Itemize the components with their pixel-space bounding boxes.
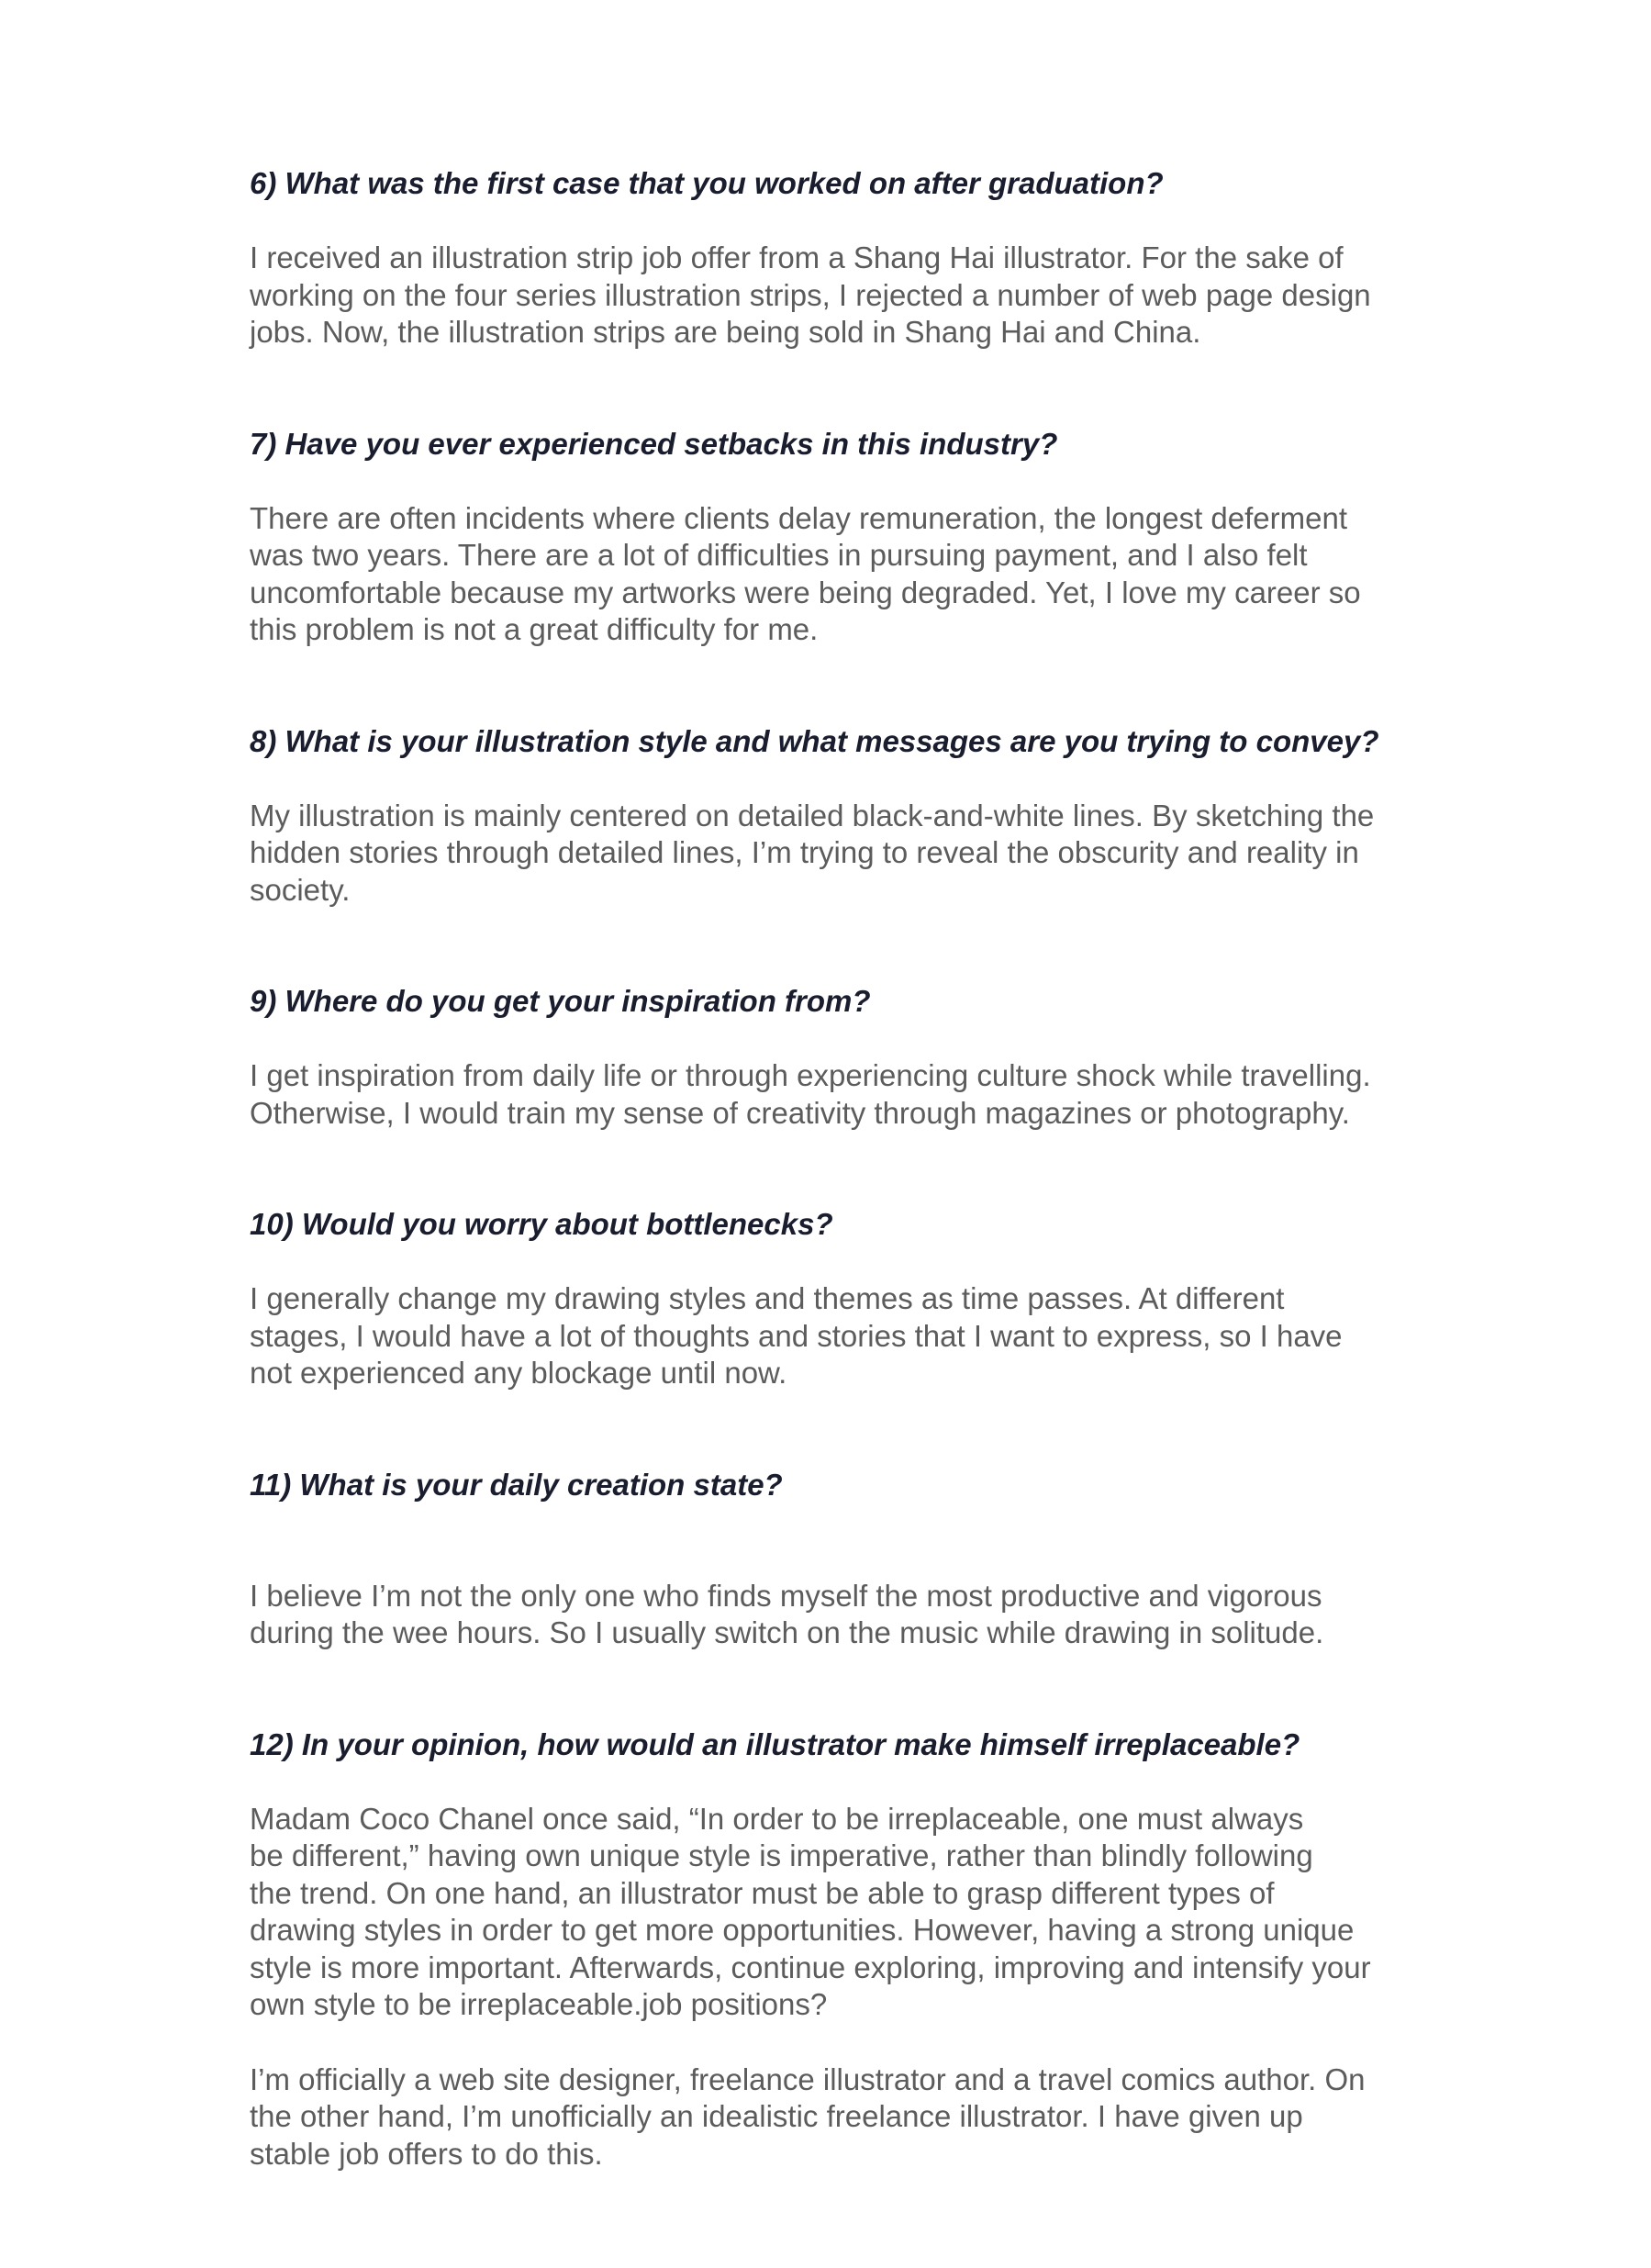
answer-paragraph: [250, 1578, 1443, 1652]
answer-paragraph-extra: [250, 2061, 1443, 2173]
answer-line: not experienced any blockage until now.: [250, 1356, 787, 1390]
answer-line: this problem is not a great difficulty for me.: [250, 612, 819, 646]
answer-line: I received an illustration strip job offer from a Shang Hai illustrator. For the sake of: [250, 240, 1344, 274]
answer-paragraph: [250, 240, 1443, 352]
qa-item-7: [250, 426, 1443, 649]
question-heading: 7) Have you ever experienced setbacks in this industry?: [250, 426, 1058, 461]
answer-line: style is more important. Afterwards, continue exploring, improving and intensify your: [250, 1950, 1371, 1984]
answer-line: I believe I’m not the only one who finds myself the most productive and vigorous: [250, 1578, 1322, 1613]
answer-line: I get inspiration from daily life or through experiencing culture shock while travelling.: [250, 1058, 1371, 1092]
answer-line: I’m officially a web site designer, freelance illustrator and a travel comics author. On: [250, 2061, 1366, 2096]
document-page: [250, 165, 1443, 2173]
answer-line: drawing styles in order to get more opportunities. However, having a strong unique: [250, 1913, 1355, 1947]
answer-line: be different,” having own unique style is imperative, rather than blindly following: [250, 1838, 1313, 1872]
answer-paragraph: [250, 798, 1443, 910]
answer-paragraph: [250, 1801, 1443, 2024]
question-heading: 6) What was the first case that you worked on after graduation?: [250, 166, 1164, 200]
answer-paragraph: [250, 1057, 1443, 1132]
answer-line: during the wee hours. So I usually switch on the music while drawing in solitude.: [250, 1615, 1324, 1649]
question-heading: 10) Would you worry about bottlenecks?: [250, 1207, 833, 1241]
answer-line: society.: [250, 872, 351, 907]
answer-line: My illustration is mainly centered on detailed black-and-white lines. By sketching the: [250, 798, 1375, 832]
question-heading: 12) In your opinion, how would an illustrator make himself irreplaceable?: [250, 1726, 1300, 1761]
question-heading: 8) What is your illustration style and what messages are you trying to convey?: [250, 723, 1379, 758]
qa-item-8: [250, 723, 1443, 910]
qa-item-9: [250, 983, 1443, 1132]
answer-line: There are often incidents where clients delay remuneration, the longest deferment: [250, 500, 1348, 535]
qa-item-6: [250, 165, 1443, 352]
answer-line: the trend. On one hand, an illustrator must be able to grasp different types of: [250, 1875, 1275, 1910]
answer-paragraph: [250, 1280, 1443, 1392]
answer-line: Otherwise, I would train my sense of creativity through magazines or photography.: [250, 1095, 1350, 1130]
qa-item-12: [250, 1726, 1443, 2173]
question-heading: 9) Where do you get your inspiration from?: [250, 984, 871, 1018]
answer-line: jobs. Now, the illustration strips are being sold in Shang Hai and China.: [250, 315, 1201, 349]
answer-paragraph: [250, 500, 1443, 649]
answer-line: uncomfortable because my artworks were being degraded. Yet, I love my career so: [250, 575, 1361, 609]
answer-line: the other hand, I’m unofficially an idealistic freelance illustrator. I have given up: [250, 2099, 1303, 2133]
answer-line: hidden stories through detailed lines, I’m trying to reveal the obscurity and reality in: [250, 835, 1359, 869]
answer-line: I generally change my drawing styles and themes as time passes. At different: [250, 1281, 1285, 1315]
answer-line: Madam Coco Chanel once said, “In order to be irreplaceable, one must always: [250, 1801, 1304, 1836]
answer-line: stable job offers to do this.: [250, 2136, 603, 2171]
answer-line: stages, I would have a lot of thoughts and stories that I want to express, so I have: [250, 1318, 1343, 1353]
qa-item-10: [250, 1206, 1443, 1392]
answer-line: own style to be irreplaceable.job positions?: [250, 1987, 828, 2021]
answer-line: was two years. There are a lot of difficulties in pursuing payment, and I also felt: [250, 538, 1308, 572]
answer-line: working on the four series illustration strips, I rejected a number of web page design: [250, 277, 1371, 312]
qa-item-11: [250, 1467, 1443, 1652]
question-heading: 11) What is your daily creation state?: [250, 1467, 783, 1502]
